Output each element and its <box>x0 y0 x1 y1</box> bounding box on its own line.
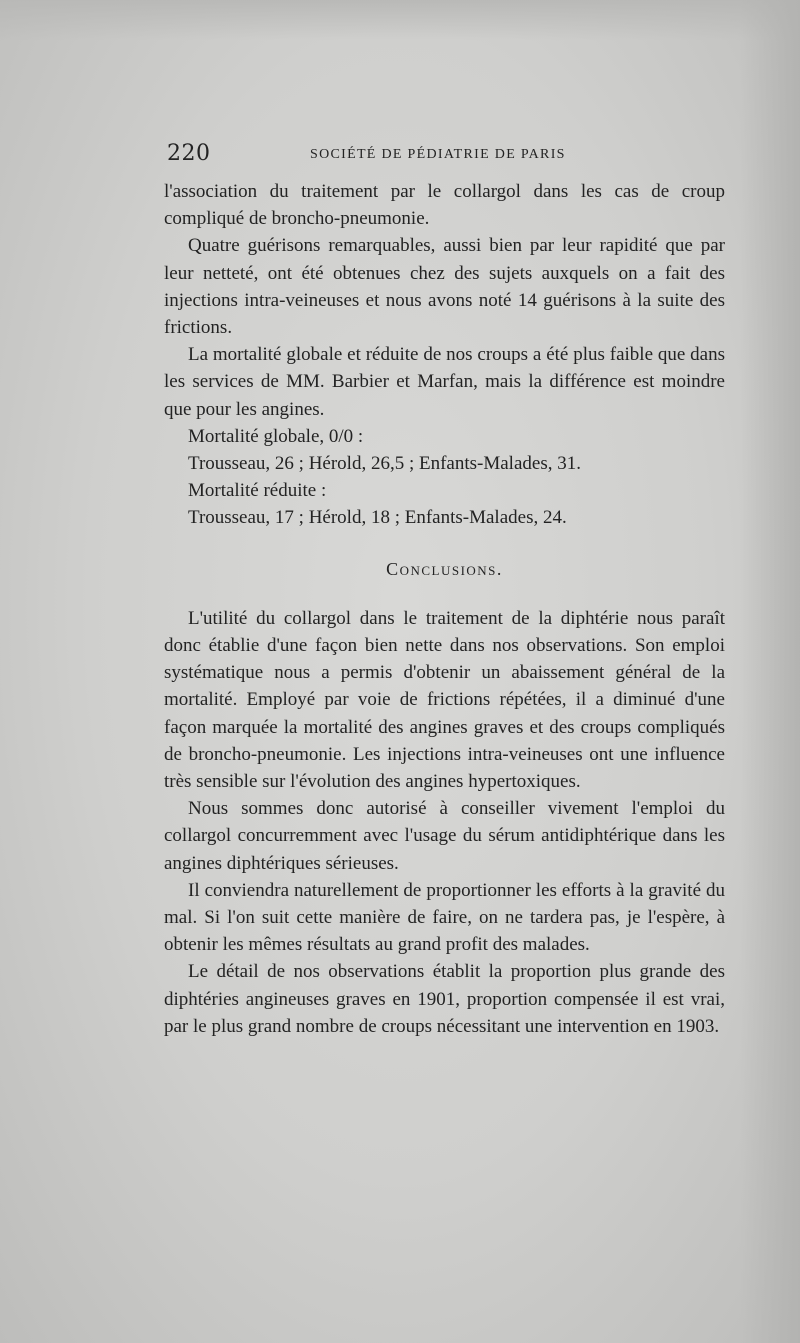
conclusion-paragraph: Le détail de nos observations établit la proportion plus grande des diphtéries angineuses graves en 1901, proportion compensée il est vrai, par le plus grand nombre de croups nécessitant une intervention en 1903. <box>164 961 725 1037</box>
paragraph: Quatre guérisons remarquables, aussi bien par leur rapidité que par leur netteté, ont été obtenues chez des sujets auxquels on a fait des injections intra-veineuses et nous avons noté 14 guérisons à la suite des frictions. <box>164 235 725 339</box>
conclusion-paragraph: L'utilité du collargol dans le traitement de la diphtérie nous paraît donc établie d'une façon bien nette dans nos observations. Son emploi systématique nous a permis d'obtenir un abaissement général de la mortalité. Employé par voie de frictions répétées, il a diminué d'une façon marquée la mortalité des angines graves et des croups compliqués de broncho-pneumonie. Les injections intra-veineuses ont une influence très sensible sur l'évolution des angines hypertoxiques. <box>164 607 725 793</box>
mortality-global-label: Mortalité globale, 0/0 : <box>188 425 364 447</box>
paragraph: l'association du traitement par le collargol dans les cas de croup compliqué de broncho-pneumonie. <box>164 181 725 230</box>
page-number: 220 <box>167 141 211 166</box>
mortality-reduced-values: Trousseau, 17 ; Hérold, 18 ; Enfants-Malades, 24. <box>188 507 567 529</box>
mortality-global-values: Trousseau, 26 ; Hérold, 26,5 ; Enfants-Malades, 31. <box>188 453 581 475</box>
page-header <box>167 141 727 171</box>
running-head: SOCIÉTÉ DE PÉDIATRIE DE PARIS <box>310 147 566 162</box>
body-text <box>164 178 725 1040</box>
paragraph: La mortalité globale et réduite de nos croups a été plus faible que dans les services de MM. Barbier et Marfan, mais la différence est moindre que pour les angines. <box>164 344 725 420</box>
conclusion-paragraph: Nous sommes donc autorisé à conseiller vivement l'emploi du collargol concurremment avec l'usage du sérum antidiphtérique dans les angines diphtériques sérieuses. <box>164 798 725 874</box>
conclusions-heading: Conclusions. <box>386 558 503 579</box>
conclusion-paragraph: Il conviendra naturellement de proportionner les efforts à la gravité du mal. Si l'on suit cette manière de faire, on ne tardera pas, je l'espère, à obtenir les mêmes résultats au grand profit des malades. <box>164 879 725 956</box>
mortality-reduced-label: Mortalité réduite : <box>188 480 327 502</box>
